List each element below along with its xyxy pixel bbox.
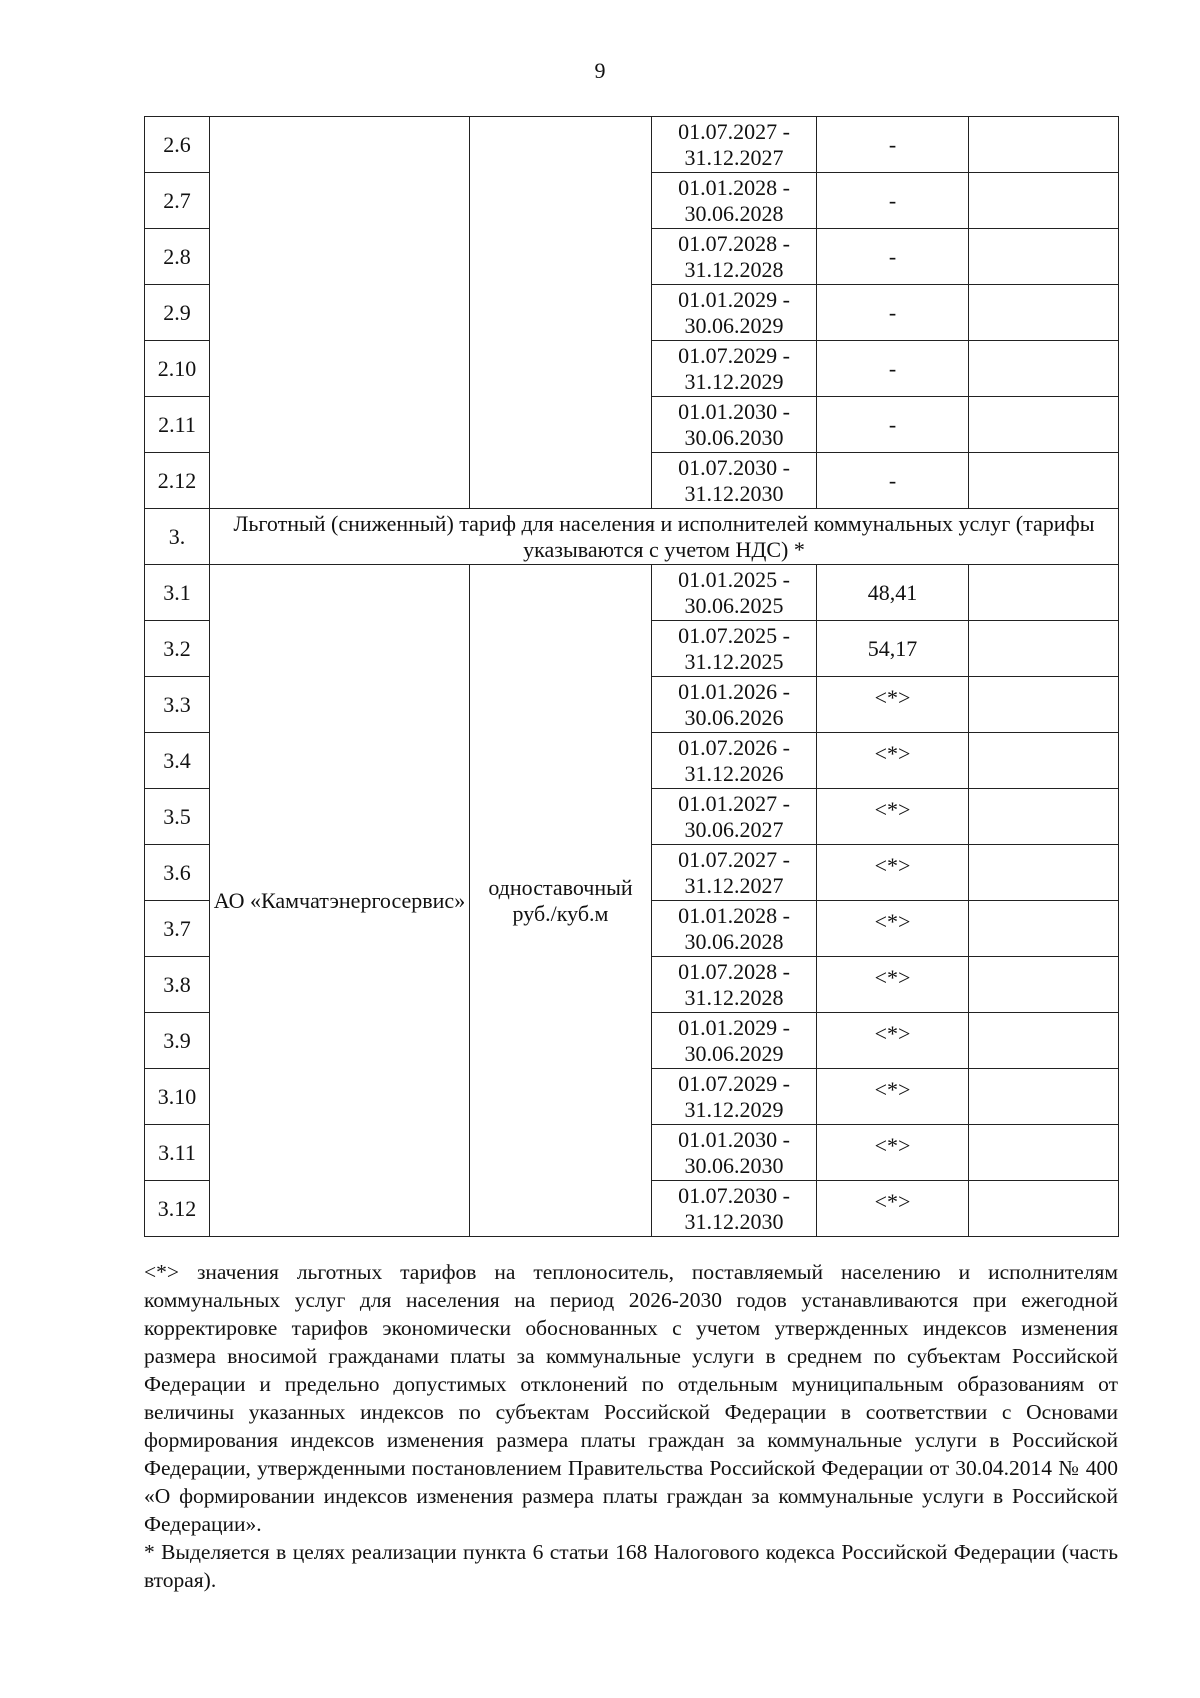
period-start: 01.01.2030 - (678, 398, 790, 424)
tariff-table-body (145, 117, 1119, 1237)
period-end: 30.06.2025 (684, 592, 784, 618)
row-number: 2.8 (145, 229, 210, 285)
tariff-value: - (817, 117, 969, 173)
period-cell (652, 341, 817, 397)
row-number: 3.1 (145, 565, 210, 621)
period-start: 01.07.2029 - (678, 342, 790, 368)
period-end: 31.12.2030 (684, 1208, 784, 1234)
page-number: 9 (594, 58, 606, 83)
table-row (145, 565, 1119, 621)
empty-cell (969, 901, 1119, 957)
period-cell (652, 565, 817, 621)
section-heading-row (145, 509, 1119, 565)
period-end: 31.12.2027 (684, 144, 784, 170)
row-number: 3.5 (145, 789, 210, 845)
organization-name: АО «Камчатэнергосервис» (210, 565, 470, 1237)
tariff-value: <*> (817, 1181, 969, 1237)
period-end: 30.06.2030 (684, 1152, 784, 1178)
row-number: 3.2 (145, 621, 210, 677)
period-end: 31.12.2025 (684, 648, 784, 674)
empty-cell (969, 957, 1119, 1013)
tariff-value: <*> (817, 957, 969, 1013)
period-start: 01.01.2029 - (678, 286, 790, 312)
period-end: 31.12.2026 (684, 760, 784, 786)
empty-cell (969, 229, 1119, 285)
period-start: 01.07.2027 - (678, 846, 790, 872)
period-end: 31.12.2027 (684, 872, 784, 898)
row-number: 3.3 (145, 677, 210, 733)
empty-cell (969, 173, 1119, 229)
period-start: 01.07.2030 - (678, 454, 790, 480)
period-start: 01.01.2025 - (678, 566, 790, 592)
row-number: 3.11 (145, 1125, 210, 1181)
period-cell (652, 957, 817, 1013)
tariff-value: - (817, 453, 969, 509)
footnotes (144, 1258, 1118, 1594)
tariff-type-cell-empty (470, 117, 652, 509)
tariff-type: одноставочный руб./куб.м (470, 565, 652, 1237)
period-cell (652, 453, 817, 509)
tariff-value: - (817, 285, 969, 341)
period-end: 31.12.2028 (684, 256, 784, 282)
footnote-bracket-star: <*> значения льготных тарифов на теплоноситель, поставляемый населению и исполнителям коммунальных услуг для населения на период 2026-2030 годов устанавливаются при ежегодной корректировке тарифов экономически обоснованных с учетом утвержденных индексов изменения размера вносимой гражданами платы за коммунальные услуги в среднем по субъектам Российской Федерации и предельно допустимых отклонений по отдельным муниципальным образованиям от величины указанных индексов по субъектам Российской Федерации в соответствии с Основами формирования индексов изменения размера платы граждан за коммунальные услуги в Российской Федерации, утвержденными постановлением Правительства Российской Федерации от 30.04.2014 № 400 «О формировании индексов изменения размера платы граждан за коммунальные услуги в Российской Федерации». (144, 1260, 1118, 1536)
empty-cell (969, 621, 1119, 677)
empty-cell (969, 1125, 1119, 1181)
tariff-value: - (817, 341, 969, 397)
period-cell (652, 1125, 817, 1181)
row-number: 3.6 (145, 845, 210, 901)
period-cell (652, 1069, 817, 1125)
empty-cell (969, 1069, 1119, 1125)
period-end: 30.06.2026 (684, 704, 784, 730)
row-number: 3.4 (145, 733, 210, 789)
period-start: 01.07.2028 - (678, 958, 790, 984)
period-start: 01.01.2028 - (678, 902, 790, 928)
empty-cell (969, 117, 1119, 173)
period-end: 31.12.2029 (684, 1096, 784, 1122)
period-end: 31.12.2029 (684, 368, 784, 394)
period-cell (652, 677, 817, 733)
period-start: 01.07.2027 - (678, 118, 790, 144)
empty-cell (969, 1013, 1119, 1069)
period-end: 30.06.2030 (684, 424, 784, 450)
tariff-table (144, 116, 1119, 1237)
tariff-value: <*> (817, 677, 969, 733)
organization-cell-empty (210, 117, 470, 509)
period-cell (652, 733, 817, 789)
empty-cell (969, 397, 1119, 453)
period-cell (652, 1181, 817, 1237)
section-title: Льготный (сниженный) тариф для населения и исполнителей коммунальных услуг (тарифы указываются с учетом НДС) * (210, 509, 1119, 565)
tariff-value: <*> (817, 1069, 969, 1125)
empty-cell (969, 845, 1119, 901)
tariff-value: <*> (817, 845, 969, 901)
row-number: 2.6 (145, 117, 210, 173)
tariff-value: <*> (817, 733, 969, 789)
period-cell (652, 789, 817, 845)
row-number: 2.7 (145, 173, 210, 229)
tariff-value: - (817, 173, 969, 229)
period-start: 01.07.2029 - (678, 1070, 790, 1096)
tariff-value: 48,41 (817, 565, 969, 621)
period-end: 30.06.2028 (684, 200, 784, 226)
empty-cell (969, 453, 1119, 509)
row-number: 3.10 (145, 1069, 210, 1125)
period-cell (652, 229, 817, 285)
tariff-value: <*> (817, 1125, 969, 1181)
row-number: 2.11 (145, 397, 210, 453)
section-number: 3. (145, 509, 210, 565)
period-cell (652, 621, 817, 677)
period-cell (652, 901, 817, 957)
period-start: 01.01.2027 - (678, 790, 790, 816)
period-end: 31.12.2030 (684, 480, 784, 506)
empty-cell (969, 733, 1119, 789)
tariff-value: 54,17 (817, 621, 969, 677)
tariff-value: - (817, 229, 969, 285)
period-cell (652, 117, 817, 173)
tariff-value: <*> (817, 789, 969, 845)
period-start: 01.01.2029 - (678, 1014, 790, 1040)
empty-cell (969, 1181, 1119, 1237)
period-start: 01.01.2030 - (678, 1126, 790, 1152)
period-cell (652, 845, 817, 901)
row-number: 3.8 (145, 957, 210, 1013)
period-end: 31.12.2028 (684, 984, 784, 1010)
period-end: 30.06.2027 (684, 816, 784, 842)
period-start: 01.07.2026 - (678, 734, 790, 760)
period-cell (652, 1013, 817, 1069)
row-number: 3.9 (145, 1013, 210, 1069)
row-number: 2.10 (145, 341, 210, 397)
period-cell (652, 397, 817, 453)
tariff-value: <*> (817, 901, 969, 957)
period-cell (652, 285, 817, 341)
period-start: 01.07.2030 - (678, 1182, 790, 1208)
period-end: 30.06.2029 (684, 312, 784, 338)
period-end: 30.06.2029 (684, 1040, 784, 1066)
empty-cell (969, 341, 1119, 397)
table-row (145, 117, 1119, 173)
empty-cell (969, 789, 1119, 845)
empty-cell (969, 677, 1119, 733)
period-start: 01.01.2028 - (678, 174, 790, 200)
period-cell (652, 173, 817, 229)
row-number: 2.12 (145, 453, 210, 509)
empty-cell (969, 565, 1119, 621)
empty-cell (969, 285, 1119, 341)
tariff-value: <*> (817, 1013, 969, 1069)
row-number: 2.9 (145, 285, 210, 341)
row-number: 3.12 (145, 1181, 210, 1237)
period-start: 01.07.2028 - (678, 230, 790, 256)
period-end: 30.06.2028 (684, 928, 784, 954)
footnote-star: * Выделяется в целях реализации пункта 6 статьи 168 Налогового кодекса Российской Федерации (часть вторая). (144, 1540, 1118, 1592)
period-start: 01.07.2025 - (678, 622, 790, 648)
tariff-value: - (817, 397, 969, 453)
row-number: 3.7 (145, 901, 210, 957)
period-start: 01.01.2026 - (678, 678, 790, 704)
